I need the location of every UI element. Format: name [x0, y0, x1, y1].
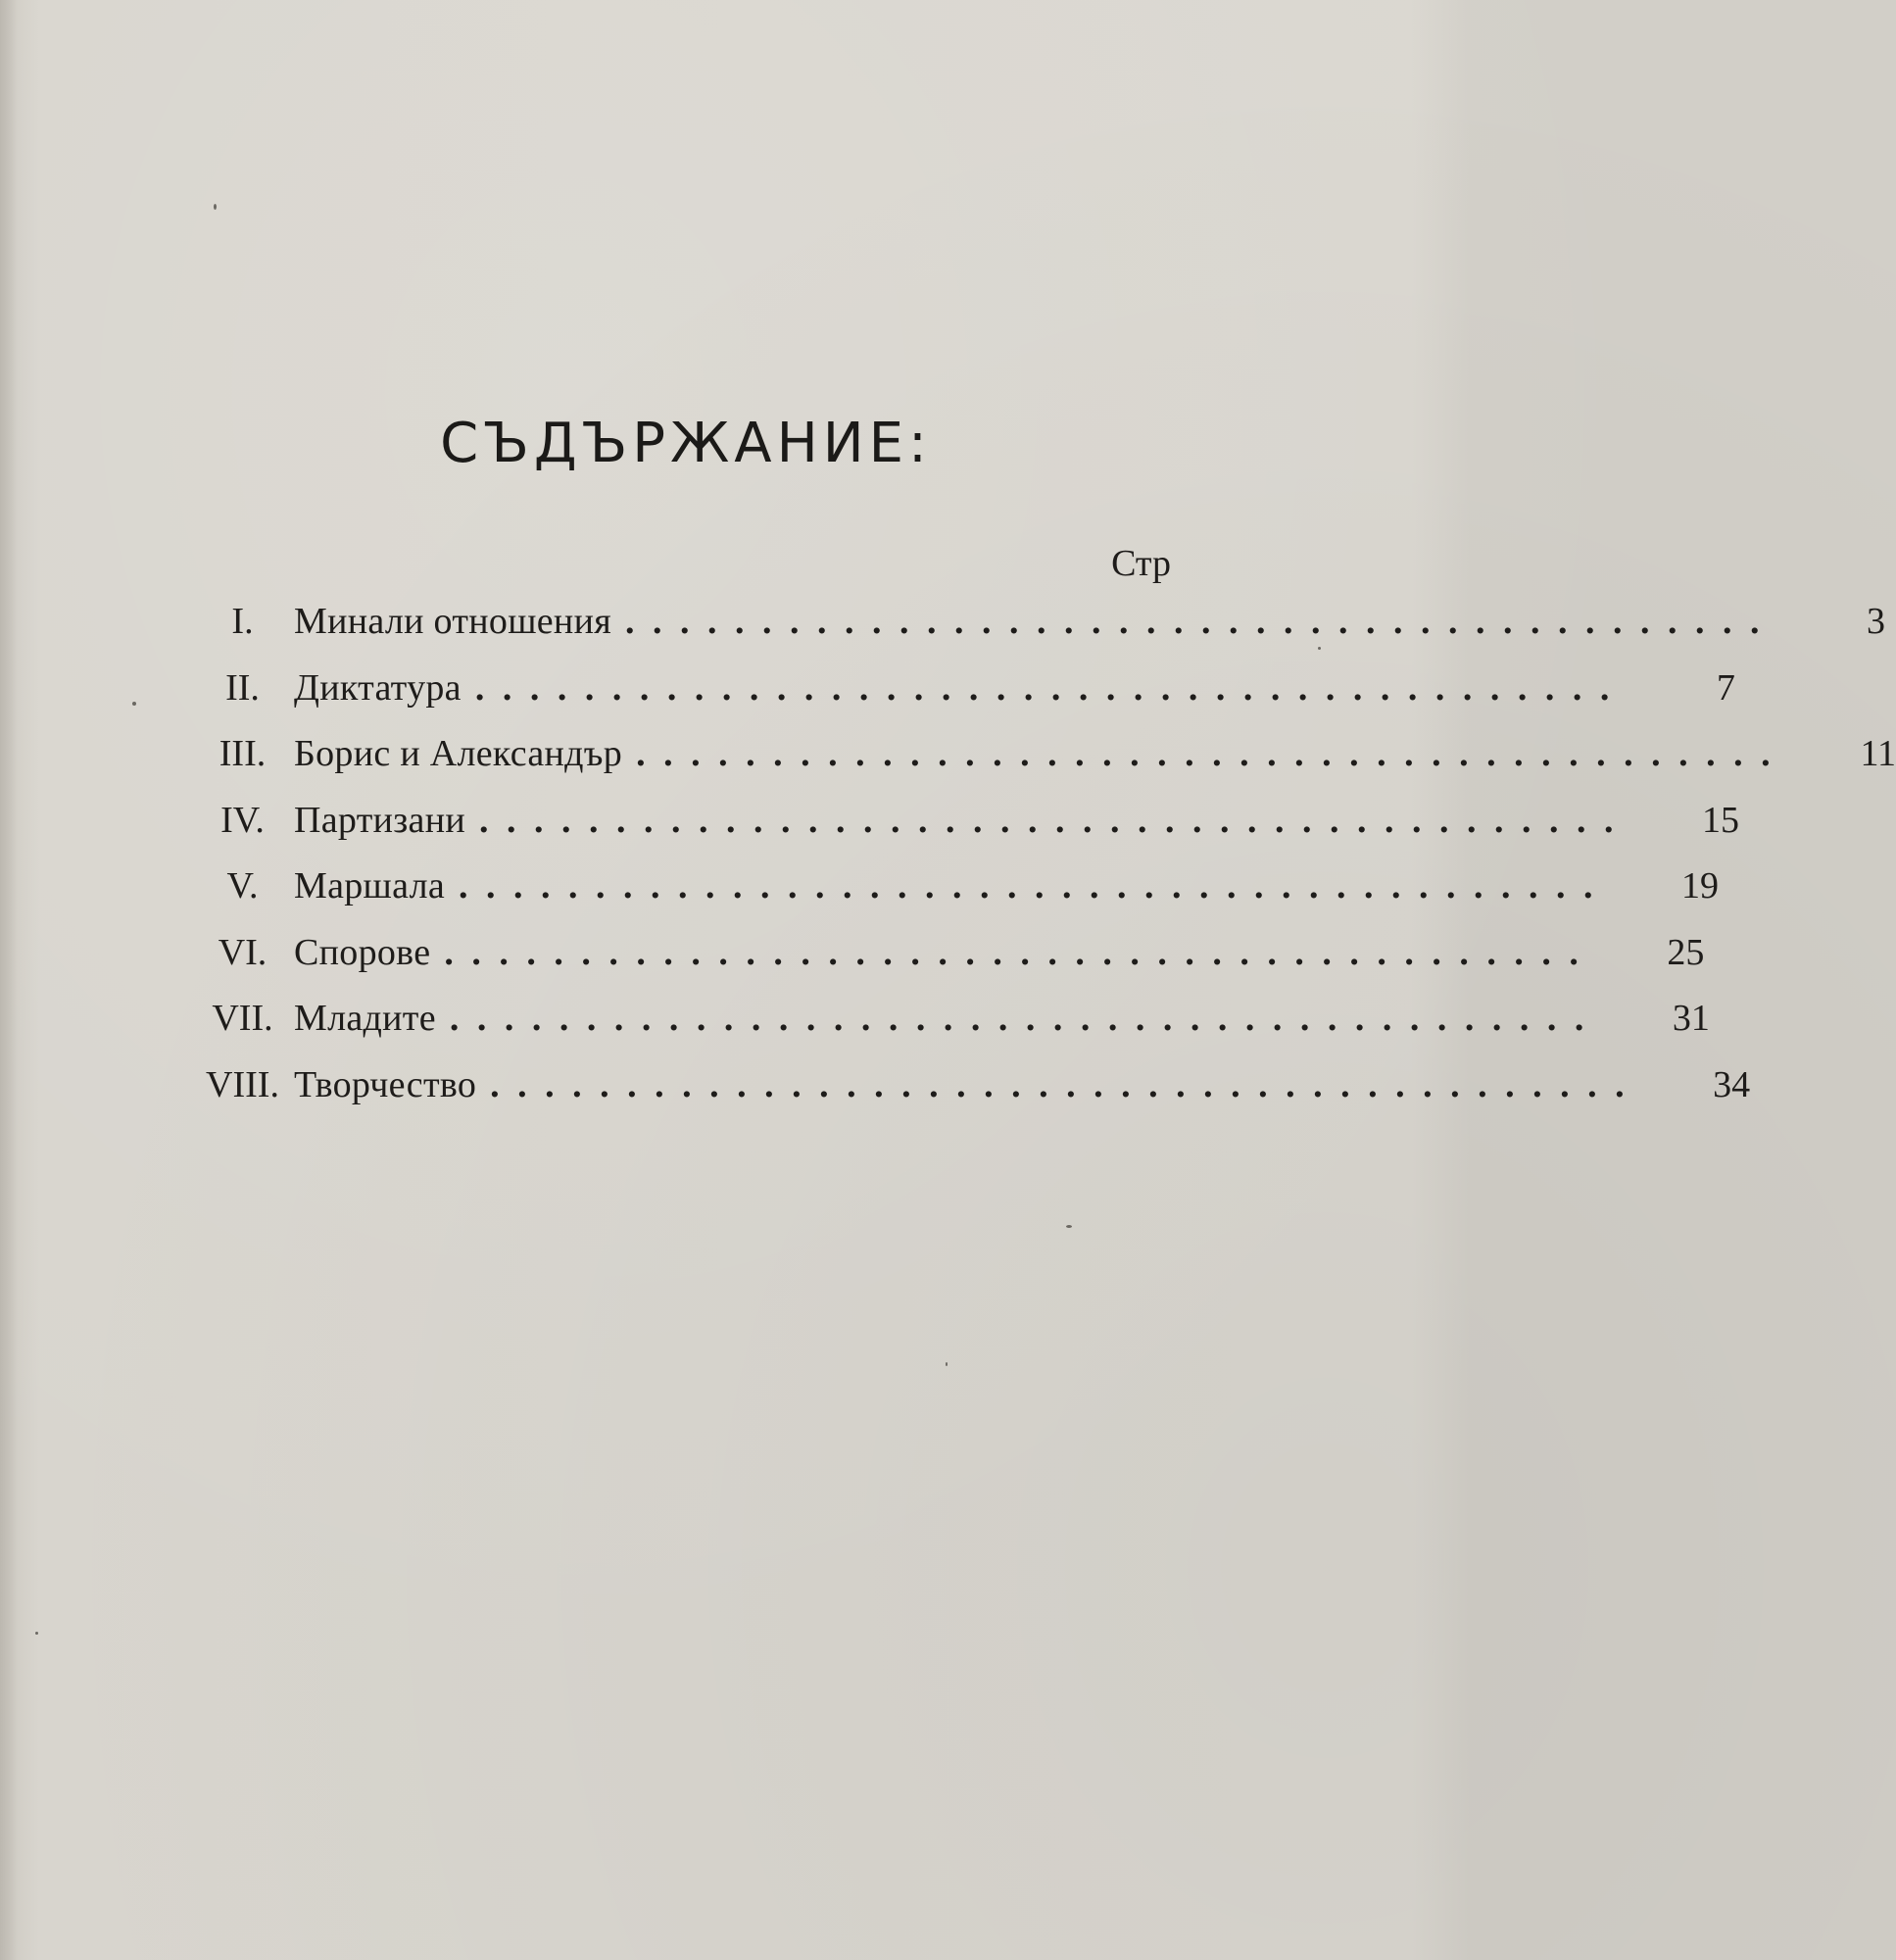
chapter-title: Минали отношения [294, 601, 611, 642]
chapter-page-number: 25 [1667, 931, 1705, 973]
chapter-page-number: 31 [1672, 998, 1710, 1039]
toc-entry [191, 931, 1705, 998]
chapter-page-number: 34 [1713, 1063, 1751, 1105]
chapter-title: Творчество [294, 1063, 477, 1105]
toc-entry [191, 864, 1720, 931]
chapter-title: Младите [294, 998, 436, 1039]
paper-speck [946, 1362, 948, 1366]
page-title: СЪДЪРЖАНИЕ: [440, 412, 932, 475]
dot-leader: .......................................... [474, 666, 1628, 709]
dot-leader: .......................................... [444, 931, 1597, 973]
chapter-title: Спорове [294, 931, 431, 973]
toc-entry [191, 600, 1885, 666]
chapter-page-number: 19 [1681, 865, 1720, 906]
toc-entry [191, 997, 1710, 1063]
page-column-header: Стр [1111, 543, 1171, 584]
chapter-number: VII. [212, 998, 273, 1039]
paper-speck [1318, 647, 1321, 650]
chapter-number: V. [226, 865, 259, 906]
toc-entry [191, 799, 1739, 865]
paper-speck [35, 1632, 38, 1635]
toc-entry [191, 732, 1896, 799]
paper-speck [132, 702, 136, 706]
paper-speck [214, 204, 217, 210]
chapter-title: Маршала [294, 865, 446, 906]
chapter-title: Борис и Александър [294, 733, 623, 774]
dot-leader: .......................................... [624, 601, 1777, 642]
dot-leader: .......................................... [490, 1063, 1643, 1105]
dot-leader: .......................................... [449, 998, 1602, 1039]
dot-leader: .......................................... [459, 865, 1612, 906]
chapter-number: I. [231, 601, 254, 642]
page-edge-shadow [0, 0, 18, 1960]
chapter-page-number: 3 [1866, 601, 1885, 642]
chapter-title: Партизани [294, 799, 465, 841]
dot-leader: .......................................... [479, 799, 1631, 841]
chapter-number: VI. [218, 931, 267, 973]
toc-entry [191, 666, 1735, 733]
chapter-page-number: 15 [1702, 799, 1739, 841]
table-of-contents [191, 600, 1896, 1129]
paper-speck [1066, 1225, 1072, 1228]
chapter-number: IV. [220, 799, 265, 841]
dot-leader: .......................................... [636, 733, 1789, 774]
chapter-page-number: 11 [1860, 733, 1896, 774]
chapter-number: II. [225, 666, 260, 709]
chapter-number: VIII. [206, 1063, 279, 1105]
toc-entry [191, 1063, 1751, 1130]
chapter-number: III. [219, 733, 267, 774]
chapter-title: Диктатура [294, 666, 462, 709]
chapter-page-number: 7 [1716, 666, 1735, 709]
